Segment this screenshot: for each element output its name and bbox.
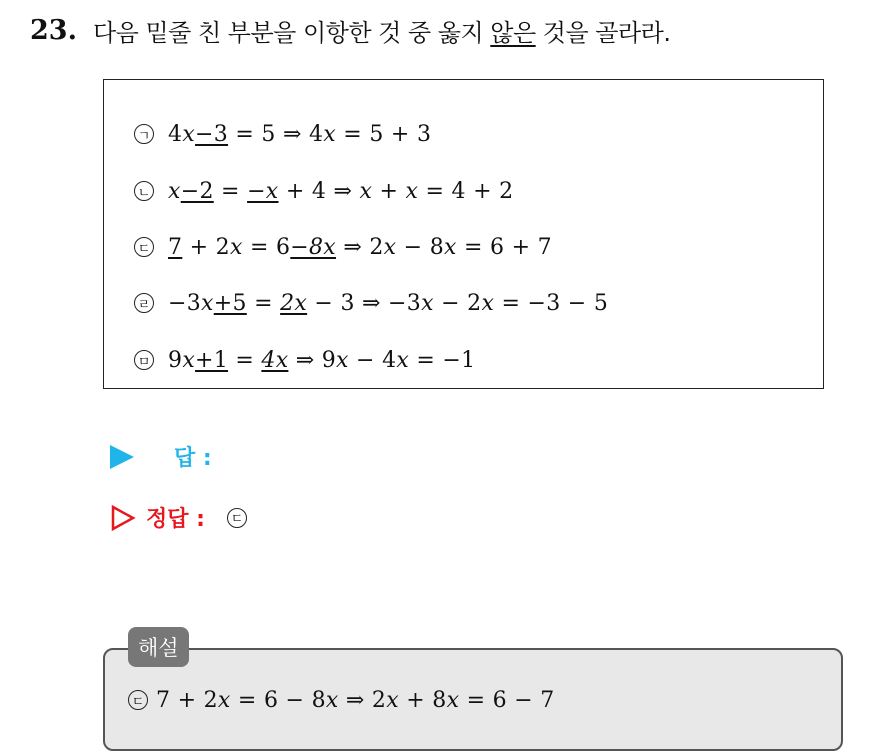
expression-term: − 4 xyxy=(348,347,397,373)
expression-term: −3 xyxy=(168,290,202,316)
expression-term: x xyxy=(168,178,181,204)
expression-term: x xyxy=(336,347,349,373)
choice-marker: ㄱ xyxy=(134,124,154,144)
question-text-before: 다음 밑줄 친 부분을 이항한 것 중 옳지 xyxy=(92,18,491,47)
expression-term: = xyxy=(213,178,248,204)
outline-triangle-icon xyxy=(110,505,136,531)
expression-term: + 8 xyxy=(398,687,447,713)
underlined-term: −2 xyxy=(180,178,214,204)
correct-answer-label: 정답 : xyxy=(146,507,205,532)
choice-1 xyxy=(134,118,431,150)
underlined-term: 7 xyxy=(168,234,183,260)
underlined-term: −8x xyxy=(290,234,337,260)
underlined-term: −3 xyxy=(195,121,229,147)
correct-answer-row xyxy=(110,502,261,533)
expression-term: 7 + 2 xyxy=(156,687,218,713)
expression-term: = xyxy=(246,290,281,316)
question-text-after: 것을 골라라. xyxy=(535,18,671,47)
expression-term: x xyxy=(444,234,457,260)
choice-marker: ㅁ xyxy=(134,350,154,370)
correct-answer-value: ㄷ xyxy=(227,508,247,528)
choice-3 xyxy=(134,231,552,263)
expression-term: x xyxy=(481,290,495,316)
expression-term: = 6 − 7 xyxy=(459,687,555,713)
underlined-term: 4x xyxy=(261,347,289,373)
expression-term: x xyxy=(182,121,196,147)
expression-term: = 6 + 7 xyxy=(456,234,552,260)
expression-term: ⇒ 9 xyxy=(288,347,337,373)
answer-row xyxy=(110,441,212,472)
expression-term: x xyxy=(325,687,339,713)
choice-marker: ㄴ xyxy=(134,181,154,201)
choice-2 xyxy=(134,175,513,207)
expression-term: x xyxy=(323,121,337,147)
choice-5 xyxy=(134,344,475,376)
expression-term: ⇒ 2 xyxy=(336,234,384,260)
question-text-underlined: 않은 xyxy=(490,18,536,47)
choice-marker: ㄹ xyxy=(134,293,154,313)
explanation-marker: ㄷ xyxy=(128,690,148,710)
expression-term: = xyxy=(228,347,262,373)
expression-term: x xyxy=(421,290,434,316)
underlined-term: +5 xyxy=(213,290,247,316)
choice-expression xyxy=(168,122,431,147)
expression-term: = 4 + 2 xyxy=(418,178,514,204)
expression-term: = 5 ⇒ 4 xyxy=(228,121,324,147)
choice-expression xyxy=(168,348,475,373)
expression-term: + xyxy=(372,178,406,204)
expression-term: = −3 − 5 xyxy=(494,290,609,316)
expression-term: x xyxy=(359,178,373,204)
question-text xyxy=(93,13,670,48)
expression-term: 4 xyxy=(168,121,183,147)
expression-term: x xyxy=(182,347,196,373)
expression-term: − 3 ⇒ −3 xyxy=(307,290,422,316)
expression-term: x xyxy=(229,234,243,260)
choices-box xyxy=(103,79,824,389)
expression-term: x xyxy=(217,687,231,713)
underlined-term: +1 xyxy=(195,347,229,373)
explanation-tag: 해설 xyxy=(128,627,189,667)
choice-marker: ㄷ xyxy=(134,237,154,257)
choice-expression xyxy=(168,179,513,204)
expression-term: + 2 xyxy=(182,234,230,260)
choice-expression xyxy=(168,235,552,260)
expression-term: 9 xyxy=(168,347,183,373)
underlined-term: −x xyxy=(247,178,279,204)
explanation-expression xyxy=(156,688,555,713)
expression-term: − 8 xyxy=(396,234,444,260)
underlined-term: 2x xyxy=(280,290,308,316)
expression-term: − 2 xyxy=(433,290,482,316)
expression-term: x xyxy=(201,290,214,316)
expression-term: = 5 + 3 xyxy=(336,121,432,147)
expression-term: ⇒ 2 xyxy=(338,687,387,713)
expression-term: x xyxy=(396,347,410,373)
expression-term: = −1 xyxy=(409,347,476,373)
expression-term: x xyxy=(446,687,460,713)
choice-4 xyxy=(134,287,608,319)
filled-triangle-icon xyxy=(110,445,134,469)
expression-term: x xyxy=(383,234,397,260)
expression-term: x xyxy=(405,178,419,204)
question-number: 23. xyxy=(30,14,77,46)
answer-label: 답 : xyxy=(174,446,212,471)
expression-term: + 4 ⇒ xyxy=(278,178,360,204)
question-header xyxy=(30,10,670,50)
expression-term: = 6 − 8 xyxy=(230,687,326,713)
choice-expression xyxy=(168,291,608,316)
expression-term: = 6 xyxy=(242,234,291,260)
expression-term: x xyxy=(386,687,399,713)
explanation-text xyxy=(128,684,555,716)
